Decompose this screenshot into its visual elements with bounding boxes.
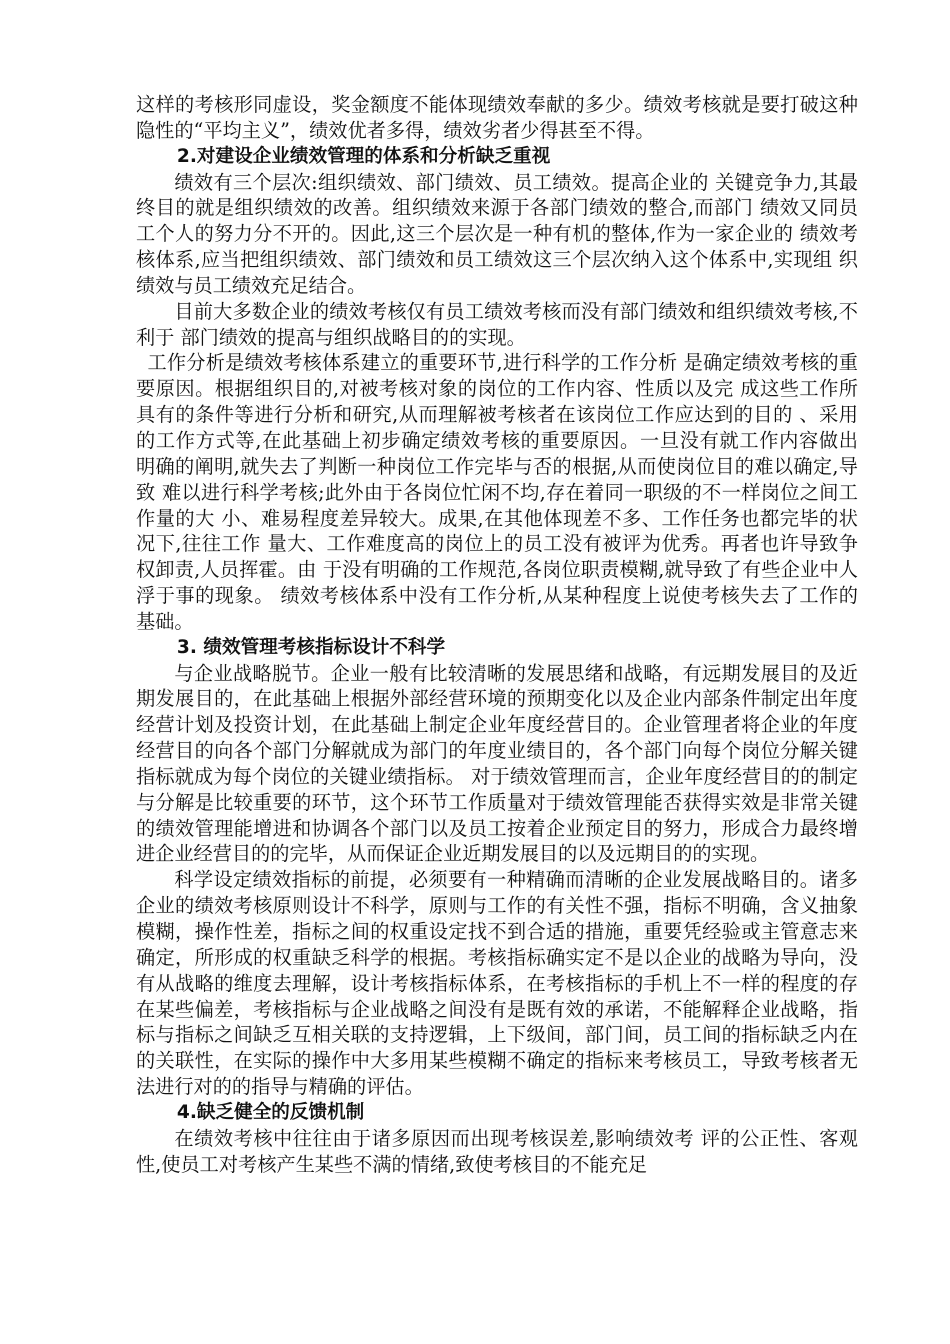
- paragraph-performance-levels: 绩效有三个层次:组织绩效、部门绩效、员工绩效。提高企业的 关键竞争力,其最终目的就是组织绩效的改善。组织绩效来源于各部门绩效的整合,而部门 绩效又同员工个人的努力分不开的。因此,这三个层次是一种有机的整体,作为一家企业的 绩效考核体系,应当把组织绩效、部门绩效和员工绩效这三个层次纳入这个体系中,实现组 织绩效与员工绩效充足结合。: [136, 170, 858, 297]
- paragraph-strategy: 与企业战略脱节。企业一般有比较清晰的发展思绪和战略，有远期发展目的及近期发展目的，在此基础上根据外部经营环境的预期变化以及企业内部条件制定出年度经营计划及投资计划，在此基础上制定企业年度经营目的。企业管理者将企业的年度经营目的向各个部门分解就成为部门的年度业绩目的，各个部门向每个岗位分解关键指标就成为每个岗位的关键业绩指标。 对于绩效管理而言，企业年度经营目的的制定与分解是比较重要的环节，这个环节工作质量对于绩效管理能否获得实效是非常关键的绩效管理能增进和协调各个部门以及员工按着企业预定目的努力，形成合力最终增进企业经营目的的完毕，从而保证企业近期发展目的以及远期目的的实现。: [136, 661, 858, 866]
- paragraph-job-analysis: 工作分析是绩效考核体系建立的重要环节,进行科学的工作分析 是确定绩效考核的重要原因。根据组织目的,对被考核对象的岗位的工作内容、性质以及完 成这些工作所具有的条件等进行分析和研究,从而理解被考核者在该岗位工作应达到的目的 、采用的工作方式等,在此基础上初步确定绩效考核的重要原因。一旦没有就工作内容做出 明确的阐明,就失去了判断一种岗位工作完毕与否的根据,从而使岗位目的难以确定,导致 难以进行科学考核;此外由于各岗位忙闲不均,存在着同一职级的不一样岗位之间工作量的大 小、难易程度差异较大。成果,在其他体现差不多、工作任务也都完毕的状况下,往往工作 量大、工作难度高的岗位上的员工没有被评为优秀。再者也许导致争权卸责,人员挥霍。由 于没有明确的工作规范,各岗位职责模糊,就导致了有些企业中人浮于事的现象。 绩效考核体系中没有工作分析,从某种程度上说使考核失去了工作的基础。: [136, 351, 858, 633]
- paragraph-indicators: 科学设定绩效指标的前提，必须要有一种精确而清晰的企业发展战略目的。诸多企业的绩效考核原则设计不科学，原则与工作的有关性不强，指标不明确，含义抽象模糊，操作性差，指标之间的权重设定找不到合适的措施，重要凭经验或主管意志来确定，所形成的权重缺乏科学的根据。考核指标确实定不是以企业的战略为导向，没有从战略的维度去理解，设计考核指标体系，在考核指标的手机上不一样的程度的存在某些偏差，考核指标与企业战略之间没有是既有效的承诺，不能解释企业战略，指标与指标之间缺乏互相关联的支持逻辑，上下级间，部门间，员工间的指标缺乏内在的关联性，在实际的操作中大多用某些模糊不确定的指标来考核员工，导致考核者无法进行对的的指导与精确的评估。: [136, 868, 858, 1099]
- section-heading-2: 2.对建设企业绩效管理的体系和分析缺乏重视: [176, 145, 551, 167]
- paragraph-equal-pay: 这样的考核形同虚设，奖金额度不能体现绩效奉献的多少。绩效考核就是要打破这种隐性的“平均主义”，绩效优者多得，绩效劣者少得甚至不得。: [136, 93, 858, 142]
- paragraph-current-status: 目前大多数企业的绩效考核仅有员工绩效考核而没有部门绩效和组织绩效考核,不利于 部门绩效的提高与组织战略目的的实现。: [136, 299, 858, 349]
- section-heading-4: 4.缺乏健全的反馈机制: [176, 1101, 365, 1123]
- paragraph-feedback: 在绩效考核中往往由于诸多原因而出现考核误差,影响绩效考 评的公正性、客观性,使员工对考核产生某些不满的情绪,致使考核目的不能充足: [136, 1126, 858, 1176]
- document-body: [136, 92, 858, 1177]
- section-heading-3: 3. 绩效管理考核指标设计不科学: [176, 636, 446, 658]
